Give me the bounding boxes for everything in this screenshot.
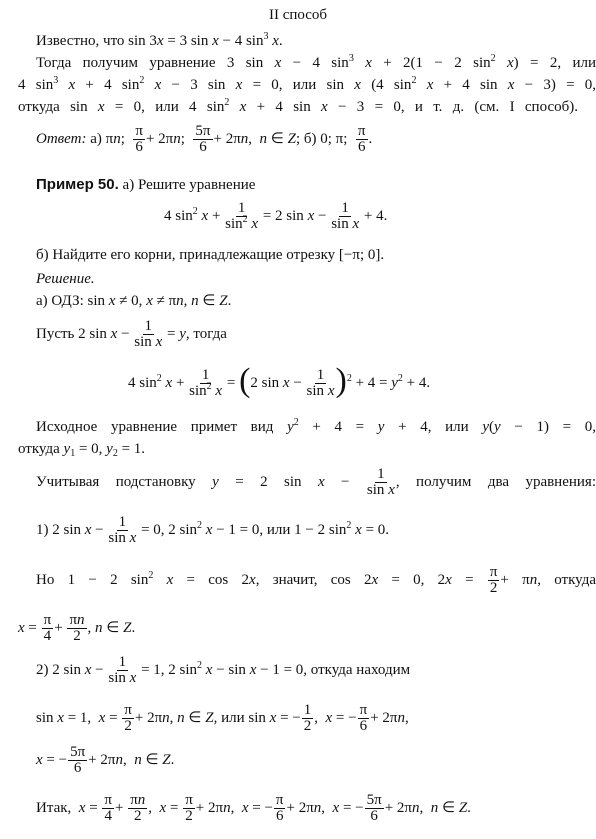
text-line: откуда $y_1 = 0$, $y_2 = 1$. bbox=[18, 441, 146, 459]
odz-line: а) ОДЗ: sin x ≠ 0, x ≠ πn, n ∈ Z. bbox=[36, 293, 232, 309]
case-1-line: 1) 2 sin x − $\frac{1}{\text{sin x}}$ = 0, 2 $\sin^2 x - 1 = 0$, или 1 − 2 $\sin^2 x = 0$. bbox=[36, 514, 390, 547]
answer-line: Ответ: а) πn; $\frac{\pi}{6}$ + 2πn; $\frac{5\pi}{6}$ + 2πn, n ∈ Z; б) 0; π; $\frac{\pi}{6}$ . bbox=[36, 123, 373, 156]
final-answer-line: Итак, x = $\frac{\pi}{4}$ + $\frac{\pi n}{2}$ , x = $\frac{\pi}{2}$ + 2πn, x = − $\frac{\pi}{6}$ + 2πn, x = − $\frac{5\pi}{6}$ + 2πn, n ∈ Z. bbox=[36, 792, 471, 825]
main-equation: 4 $\sin^2 x$ + $\frac{1}{\sin^2 x}$ = 2 sin x − $\frac{1}{\text{sin x}}$ + 4. bbox=[164, 200, 388, 233]
answer-label: Ответ: bbox=[36, 131, 87, 147]
text-line: Учитывая подстановку y = 2 sin x − $\frac{1}{\text{sin x}}$ , получим два уравнения: bbox=[36, 466, 596, 499]
text-line: sin x = 1, x = $\frac{\pi}{2}$ + 2πn, n ∈ Z, или sin x = − $\frac{1}{2}$ , x = − $\frac{\pi}{6}$ + 2πn, bbox=[36, 702, 409, 735]
text-line: Тогда получим уравнение 3 sin x − 4 $\sin^3 x + 2(1 - 2$ $\sin^2 x) = 2$, или bbox=[36, 53, 596, 71]
text-line: 4 $\sin^3 x + 4$ $\sin^2 x - 3$ sin x = 0, или sin x (4 $\sin^2 x + 4$ sin x − 3) = 0, bbox=[18, 75, 596, 93]
example-part-b: б) Найдите его корни, принадлежащие отрезку [−π; 0]. bbox=[36, 247, 385, 263]
example-part-a: а) Решите уравнение bbox=[122, 177, 256, 193]
case-2-line: 2) 2 sin x − $\frac{1}{\text{sin x}}$ = 1, 2 $\sin^2 x - \sin x - 1 = 0$, откуда находим bbox=[36, 654, 411, 687]
squared-equation: 4 $\sin^2 x$ + $\frac{1}{\sin^2 x}$ = (2 sin x − $\frac{1}{\text{sin x}}$ )$^2 + 4 = y^2 + 4$. bbox=[128, 362, 431, 400]
section-header: II способ bbox=[268, 7, 328, 23]
text-line: Но 1 − 2 $\sin^2 x = \cos 2x$, значит, cos 2x = 0, 2x = $\frac{\pi}{2}$ + πn, откуда bbox=[36, 564, 596, 597]
example-header bbox=[36, 176, 255, 194]
solution-label: Решение. bbox=[36, 271, 95, 287]
text-line: откуда sin x = 0, или 4 $\sin^2 x + 4$ sin x − 3 = 0, и т. д. (см. I способ). bbox=[18, 97, 578, 115]
text-line: Исходное уравнение примет вид $y^2 + 4 = y + 4$, или y(y − 1) = 0, bbox=[36, 417, 596, 435]
text-line: Известно, что sin 3x = 3 sin x − 4 $\sin^3 x$. bbox=[36, 31, 283, 49]
solution-x1: x = $\frac{\pi}{4}$ + $\frac{\pi n}{2}$ , n ∈ Z. bbox=[18, 612, 136, 645]
example-label: Пример 50. bbox=[36, 176, 119, 193]
solution-x3: x = − $\frac{5\pi}{6}$ + 2πn, n ∈ Z. bbox=[36, 744, 175, 777]
substitution-line: Пусть 2 sin x − $\frac{1}{\text{sin x}}$ = y, тогда bbox=[36, 318, 227, 351]
